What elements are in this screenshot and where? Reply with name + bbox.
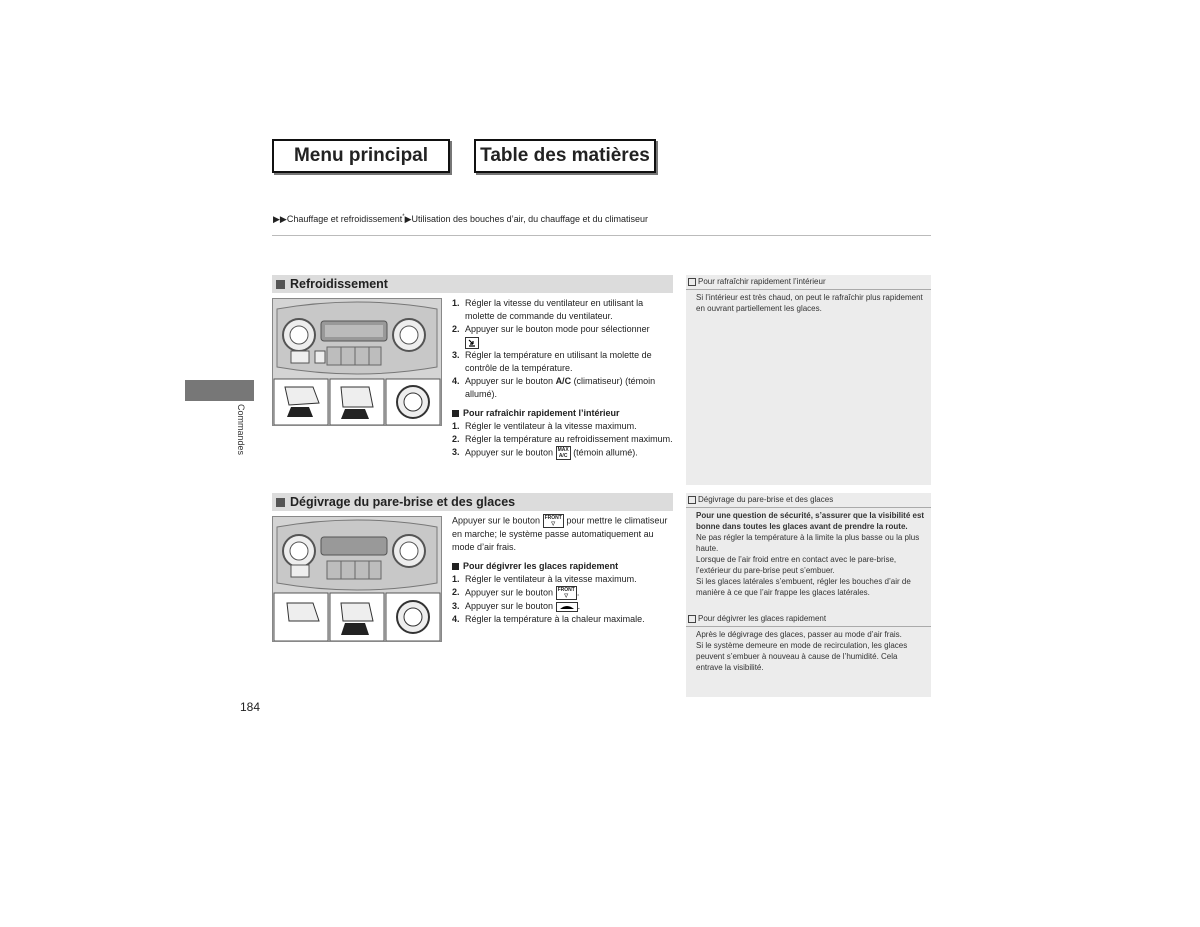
climate-control-illustration <box>272 298 442 426</box>
cooling-diagram <box>273 299 441 425</box>
chapter-tab-label: Commandes <box>236 404 246 456</box>
list-item: 4. Régler la température à la chaleur maximale. <box>452 614 645 624</box>
subsection-heading: Pour rafraîchir rapidement l’intérieur <box>452 407 674 420</box>
note-heading: Pour dégivrer les glaces rapidement <box>686 612 931 627</box>
breadcrumb-arrow-icon: ▶▶ <box>273 214 287 224</box>
square-bullet-icon <box>276 280 285 289</box>
front-defrost-icon: FRONT ▽ <box>557 587 575 599</box>
breadcrumb-link-2[interactable]: Utilisation des bouches d’air, du chauffage et du climatiseur <box>411 214 648 224</box>
list-item: 1. Régler le ventilateur à la vitesse maximum. <box>452 574 637 584</box>
list-item: 2. Appuyer sur le bouton FRONT ▽ . <box>452 587 580 599</box>
section-heading <box>272 275 673 293</box>
breadcrumb: ▶▶Chauffage et refroidissement*▶Utilisation des bouches d’air, du chauffage et du climatiseur <box>273 214 648 224</box>
max-ac-icon: MAX A/C <box>557 447 569 459</box>
list-item: 2. Appuyer sur le bouton mode pour sélectionner <box>452 323 674 349</box>
chapter-tab <box>185 380 254 401</box>
note-reference-icon <box>688 615 696 623</box>
square-bullet-icon <box>276 498 285 507</box>
note-reference-icon <box>688 278 696 286</box>
subsection-heading: Pour dégivrer les glaces rapidement <box>452 560 674 573</box>
section-heading <box>272 493 673 511</box>
list-item: 2. Régler la température au refroidissement maximum. <box>452 434 673 444</box>
square-bullet-icon <box>452 563 459 570</box>
defrost-diagram <box>273 517 441 641</box>
floor-mode-icon <box>465 337 479 349</box>
note-text: Si l’intérieur est très chaud, on peut le rafraîchir plus rapidement en ouvrant partiellement les glaces. <box>696 293 923 313</box>
list-item: 1. Régler la vitesse du ventilateur en utilisant la molette de commande du ventilateur. <box>452 298 644 321</box>
intro-text: Appuyer sur le bouton FRONT ▽ pour mettre le climatiseur en marche; le système passe automatiquement au mode d’air frais. <box>452 515 668 552</box>
note-text: Après le dégivrage des glaces, passer au mode d’air frais. Si le système demeure en mode de recirculation, les glaces peuvent s’embuer à nouveau à cause de l’humidité. Cela entrave la visibilité. <box>696 630 908 672</box>
note-reference-icon <box>688 496 696 504</box>
square-bullet-icon <box>452 410 459 417</box>
section-title: Refroidissement <box>290 277 388 291</box>
note-heading: Dégivrage du pare-brise et des glaces <box>686 493 931 508</box>
list-item: 3. Appuyer sur le bouton . <box>452 601 581 611</box>
cooling-instructions <box>452 297 674 460</box>
header-divider <box>272 235 931 236</box>
page-number: 184 <box>240 700 261 714</box>
front-defrost-icon: FRONT ▽ <box>544 515 562 527</box>
defrost-illustration <box>272 516 442 642</box>
breadcrumb-arrow-icon: ▶ <box>404 214 412 224</box>
table-of-contents-button[interactable]: Table des matières <box>474 139 656 173</box>
list-item: 3. Appuyer sur le bouton MAX A/C (témoin allumé). <box>452 447 638 459</box>
breadcrumb-link-1[interactable]: Chauffage et refroidissement <box>286 214 403 224</box>
list-item: 1. Régler le ventilateur à la vitesse maximum. <box>452 421 637 431</box>
recirculation-icon <box>556 602 578 612</box>
list-item: 4. Appuyer sur le bouton A/C (climatiseur) (témoin allumé). <box>452 376 656 399</box>
list-item: 3. Régler la température en utilisant la molette de contrôle de la température. <box>452 350 652 373</box>
side-note <box>686 275 931 485</box>
main-menu-button[interactable]: Menu principal <box>272 139 450 173</box>
note-heading: Pour rafraîchir rapidement l’intérieur <box>686 275 931 290</box>
section-title: Dégivrage du pare-brise et des glaces <box>290 495 516 509</box>
note-text: Pour une question de sécurité, s’assurer que la visibilité est bonne dans toutes les glaces avant de prendre la route. Ne pas régler la température à la limite la plus basse ou la plus haute. Lorsque de l’air froid entre en contact avec le pare-brise, l’extérieur du pare-brise peut s’embuer. Si les glaces latérales s’embuent, régler les bouches d’air de manière à ce que l’air frappe les glaces latérales. <box>696 511 925 597</box>
side-note <box>686 493 931 697</box>
defrost-instructions <box>452 514 674 626</box>
